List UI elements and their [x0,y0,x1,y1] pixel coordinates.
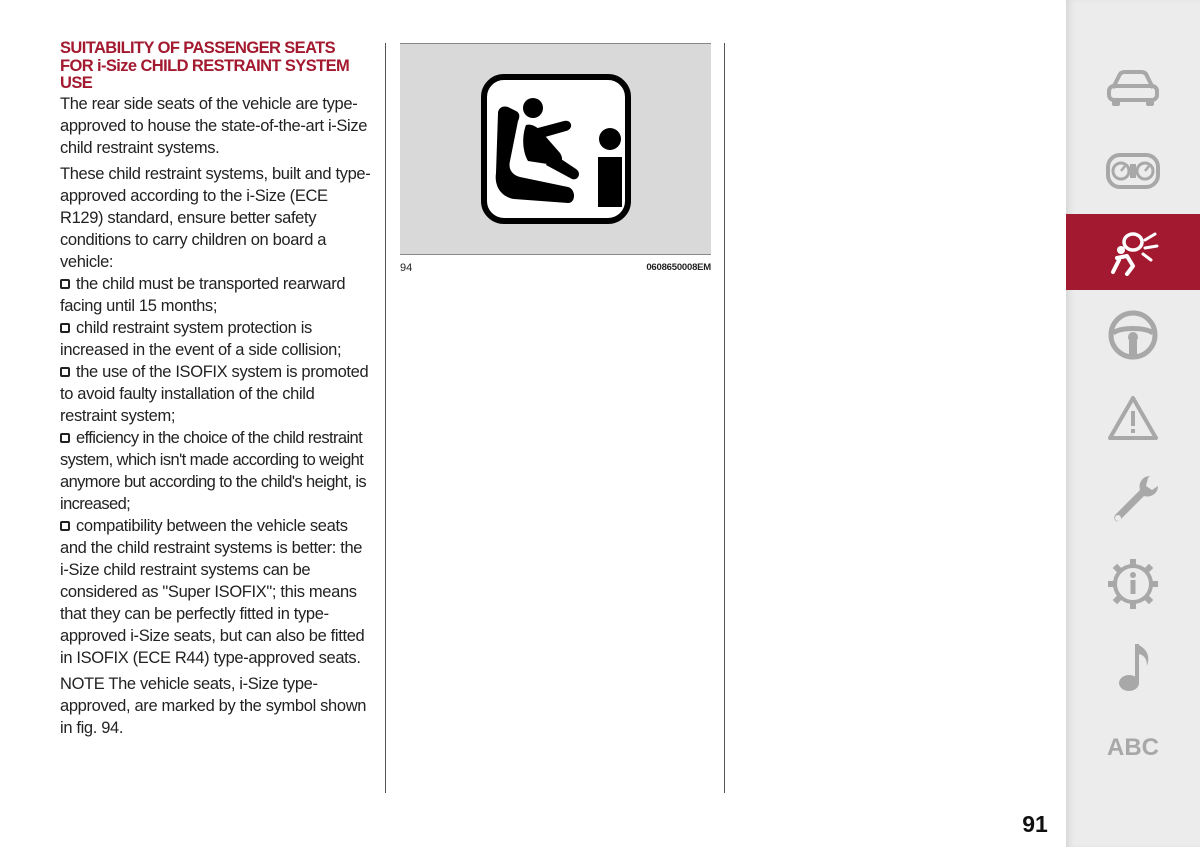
info-gear-icon [1106,557,1160,611]
list-item: the child must be transported rearward facing until 15 months; [60,274,346,315]
sidebar-item-driving[interactable] [1066,297,1200,373]
warning-triangle-icon [1106,394,1160,442]
intro-paragraph: The rear side seats of the vehicle are type-approved to house the state-of-the-art i-Size child restraint systems. [60,94,368,157]
list-item: efficiency in the choice of the child restraint system, which isn't made according to weight anymore but according to the child's height, is increased; [60,428,367,513]
page-number: 91 [1022,811,1048,837]
bullet-square-icon [60,279,70,289]
sidebar-item-safety[interactable] [1066,214,1200,290]
sidebar-item-index[interactable] [1066,710,1200,786]
note-paragraph: NOTE The vehicle seats, i-Size type-approved, are marked by the symbol shown in fig. 94. [60,674,367,737]
car-icon [1105,66,1161,110]
wrench-icon [1106,472,1160,530]
sidebar-item-technical-data[interactable] [1066,546,1200,622]
figure-number: 94 [400,262,413,274]
bullet-square-icon [60,367,70,377]
text-column [60,40,372,743]
list-item: child restraint system protection is increased in the event of a side collision; [60,318,342,359]
airbag-safety-icon [1105,226,1161,278]
standard-paragraph: These child restraint systems, built and type-approved according to the i-Size (ECE R129) standard, ensure better safety conditions to carry children on board a vehicle: [60,164,371,271]
section-heading: SUITABILITY OF PASSENGER SEATS FOR i-Size CHILD RESTRAINT SYSTEM USE [60,39,350,92]
bullet-square-icon [60,323,70,333]
abc-index-label: ABC [1107,734,1159,761]
sidebar-item-instruments[interactable] [1066,133,1200,209]
chapter-sidebar [1066,0,1200,847]
instrument-panel-icon [1105,151,1161,191]
sidebar-item-maintenance[interactable] [1066,463,1200,539]
list-item: compatibility between the vehicle seats and the child restraint systems is better: the i-Size child restraint systems can be considered as "Super ISOFIX"; this means that they can be perfectly fitted in type-approved i-Size seats, but can also be fitted in ISOFIX (ECE R44) type-approved seats. [60,516,365,667]
i-size-child-seat-icon [476,69,636,229]
bullet-square-icon [60,521,70,531]
list-item: the use of the ISOFIX system is promoted to avoid faulty installation of the child restraint system; [60,362,369,425]
steering-wheel-icon [1107,309,1159,361]
figure-panel [400,43,711,255]
music-note-icon [1111,638,1155,694]
sidebar-item-warnings[interactable] [1066,380,1200,456]
bullet-square-icon [60,433,70,443]
figure-code: 0608650008EM [646,262,711,273]
sidebar-item-car[interactable] [1066,50,1200,126]
column-divider-right [724,43,725,793]
column-divider-left [385,43,386,793]
bullet-list [60,273,372,669]
sidebar-item-multimedia[interactable] [1066,628,1200,704]
